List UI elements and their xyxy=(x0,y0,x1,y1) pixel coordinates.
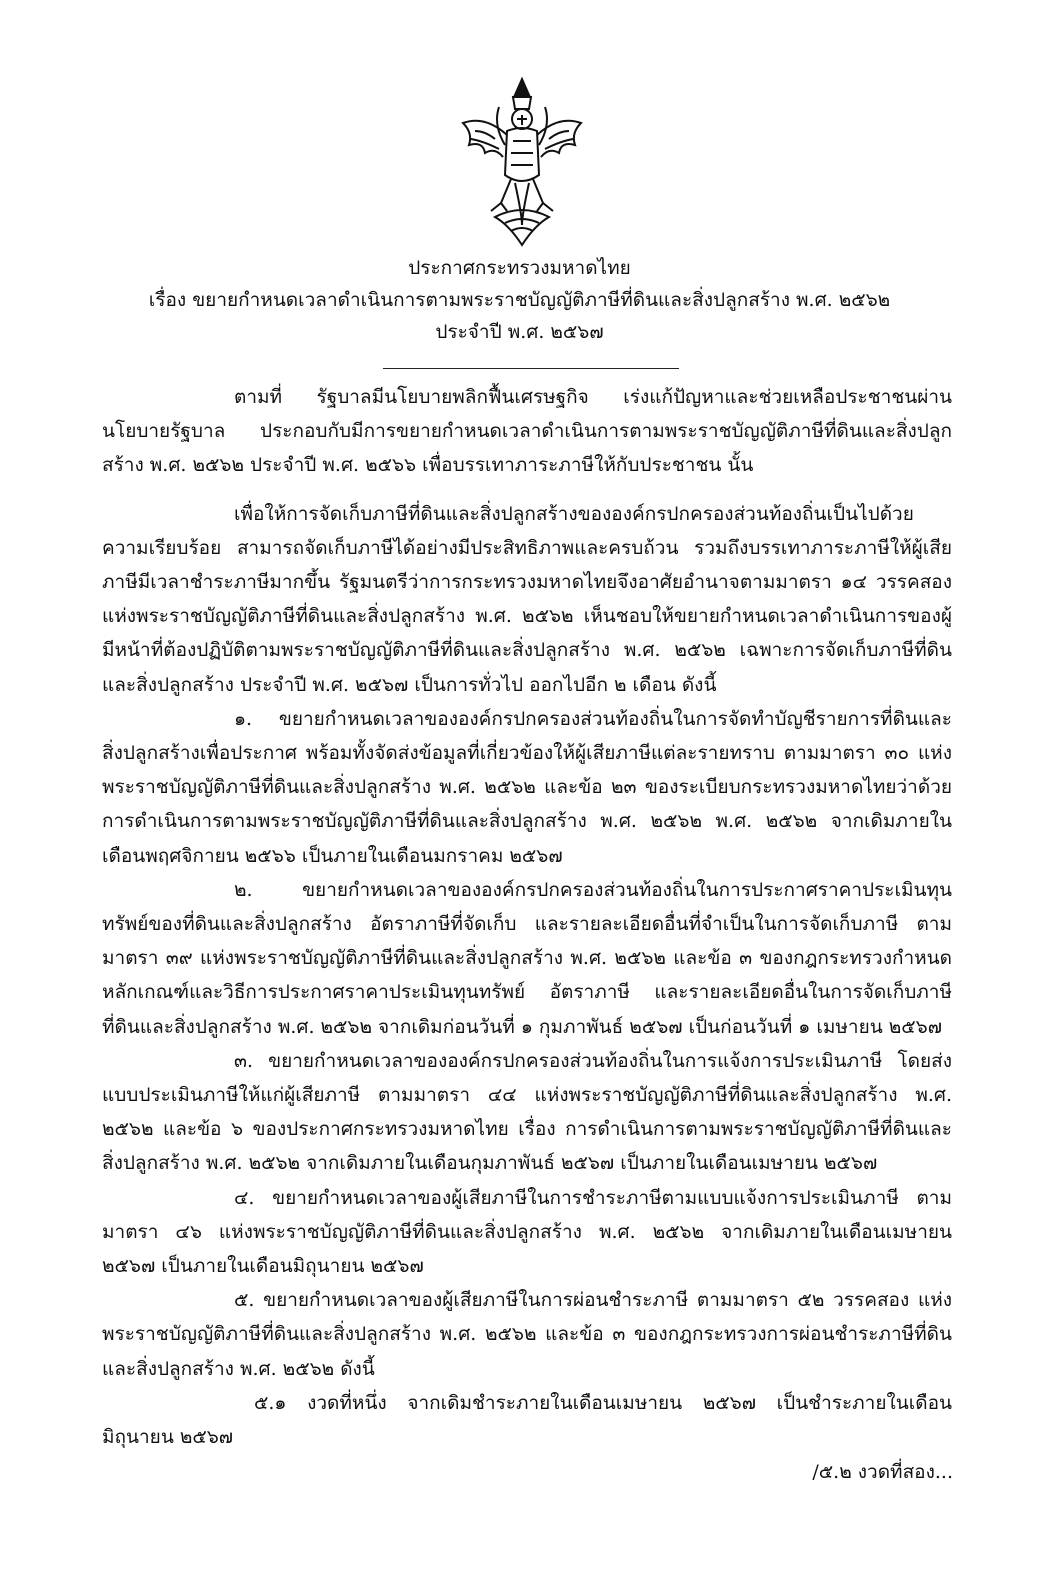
item-5-1: ๕.๑ งวดที่หนึ่ง จากเดิมชำระภายในเดือนเมษายน ๒๕๖๗ เป็นชำระภายในเดือนมิถุนายน ๒๕๖๗ xyxy=(102,1391,952,1449)
document-body xyxy=(102,380,952,1454)
continuation-note: /๕.๒ งวดที่สอง... xyxy=(812,1461,953,1483)
garuda-emblem-icon xyxy=(455,75,590,253)
item-5: ๕. ขยายกำหนดเวลาของผู้เสียภาษีในการผ่อนชำระภาษี ตามมาตรา ๕๒ วรรคสอง แห่งพระราชบัญญัติภาษีที่ดินและสิ่งปลูกสร้าง พ.ศ. ๒๕๖๒ และข้อ ๓ ของกฎกระทรวงการผ่อนชำระภาษีที่ดินและสิ่งปลูกสร้าง พ.ศ. ๒๕๖๒ ดังนี้ xyxy=(102,1289,952,1380)
paragraph-preamble: ตามที่ รัฐบาลมีนโยบายพลิกฟื้นเศรษฐกิจ เร่งแก้ปัญหาและช่วยเหลือประชาชนผ่านนโยบายรัฐบาล ประกอบกับมีการขยายกำหนดเวลาดำเนินการตามพระราชบัญญัติภาษีที่ดินและสิ่งปลูกสร้าง พ.ศ. ๒๕๖๒ ประจำปี พ.ศ. ๒๕๖๖ เพื่อบรรเทาภาระภาษีให้กับประชาชน นั้น xyxy=(102,386,952,477)
announcement-subject: เรื่อง ขยายกำหนดเวลาดำเนินการตามพระราชบัญญัติภาษีที่ดินและสิ่งปลูกสร้าง พ.ศ. ๒๕๖๒ xyxy=(148,289,891,311)
item-3: ๓. ขยายกำหนดเวลาขององค์กรปกครองส่วนท้องถิ่นในการแจ้งการประเมินภาษี โดยส่งแบบประเมินภาษีให้แก่ผู้เสียภาษี ตามมาตรา ๔๔ แห่งพระราชบัญญัติภาษีที่ดินและสิ่งปลูกสร้าง พ.ศ. ๒๕๖๒ และข้อ ๖ ของประกาศกระทรวงมหาดไทย เรื่อง การดำเนินการตามพระราชบัญญัติภาษีที่ดินและสิ่งปลูกสร้าง พ.ศ. ๒๕๖๒ จากเดิมภายในเดือนกุมภาพันธ์ ๒๕๖๗ เป็นภายในเดือนเมษายน ๒๕๖๗ xyxy=(102,1049,952,1175)
item-1: ๑. ขยายกำหนดเวลาขององค์กรปกครองส่วนท้องถิ่นในการจัดทำบัญชีรายการที่ดินและสิ่งปลูกสร้างเพื่อประกาศ พร้อมทั้งจัดส่งข้อมูลที่เกี่ยวข้องให้ผู้เสียภาษีแต่ละรายทราบ ตามมาตรา ๓๐ แห่งพระราชบัญญัติภาษีที่ดินและสิ่งปลูกสร้าง พ.ศ. ๒๕๖๒ และข้อ ๒๓ ของระเบียบกระทรวงมหาดไทยว่าด้วยการดำเนินการตามพระราชบัญญัติภาษีที่ดินและสิ่งปลูกสร้าง พ.ศ. ๒๕๖๒ พ.ศ. ๒๕๖๒ จากเดิมภายในเดือนพฤศจิกายน ๒๕๖๖ เป็นภายในเดือนมกราคม ๒๕๖๗ xyxy=(102,707,952,867)
paragraph-purpose: เพื่อให้การจัดเก็บภาษีที่ดินและสิ่งปลูกสร้างขององค์กรปกครองส่วนท้องถิ่นเป็นไปด้วยความเรียบร้อย สามารถจัดเก็บภาษีได้อย่างมีประสิทธิภาพและครบถ้วน รวมถึงบรรเทาภาระภาษีให้ผู้เสียภาษีมีเวลาชำระภาษีมากขึ้น รัฐมนตรีว่าการกระทรวงมหาดไทยจึงอาศัยอำนาจตามมาตรา ๑๔ วรรคสอง แห่งพระราชบัญญัติภาษีที่ดินและสิ่งปลูกสร้าง พ.ศ. ๒๕๖๒ เห็นชอบให้ขยายกำหนดเวลาดำเนินการของผู้มีหน้าที่ต้องปฏิบัติตามพระราชบัญญัติภาษีที่ดินและสิ่งปลูกสร้าง พ.ศ. ๒๕๖๒ เฉพาะการจัดเก็บภาษีที่ดินและสิ่งปลูกสร้าง ประจำปี พ.ศ. ๒๕๖๗ เป็นการทั่วไป ออกไปอีก ๒ เดือน ดังนี้ xyxy=(102,502,952,696)
item-4: ๔. ขยายกำหนดเวลาของผู้เสียภาษีในการชำระภาษีตามแบบแจ้งการประเมินภาษี ตามมาตรา ๔๖ แห่งพระราชบัญญัติภาษีที่ดินและสิ่งปลูกสร้าง พ.ศ. ๒๕๖๒ จากเดิมภายในเดือนเมษายน ๒๕๖๗ เป็นภายในเดือนมิถุนายน ๒๕๖๗ xyxy=(102,1186,952,1278)
item-2: ๒. ขยายกำหนดเวลาขององค์กรปกครองส่วนท้องถิ่นในการประกาศราคาประเมินทุนทรัพย์ของที่ดินและสิ่งปลูกสร้าง อัตราภาษีที่จัดเก็บ และรายละเอียดอื่นที่จำเป็นในการจัดเก็บภาษี ตามมาตรา ๓๙ แห่งพระราชบัญญัติภาษีที่ดินและสิ่งปลูกสร้าง พ.ศ. ๒๕๖๒ และข้อ ๓ ของกฎกระทรวงกำหนดหลักเกณฑ์และวิธีการประกาศราคาประเมินทุนทรัพย์ อัตราภาษี และรายละเอียดอื่นในการจัดเก็บภาษีที่ดินและสิ่งปลูกสร้าง พ.ศ. ๒๕๖๒ จากเดิมก่อนวันที่ ๑ กุมภาพันธ์ ๒๕๖๗ เป็นก่อนวันที่ ๑ เมษายน ๒๕๖๗ xyxy=(102,878,952,1038)
title-divider xyxy=(383,368,679,369)
announcement-title: ประกาศกระทรวงมหาดไทย xyxy=(408,257,631,279)
announcement-year: ประจำปี พ.ศ. ๒๕๖๗ xyxy=(435,321,604,343)
